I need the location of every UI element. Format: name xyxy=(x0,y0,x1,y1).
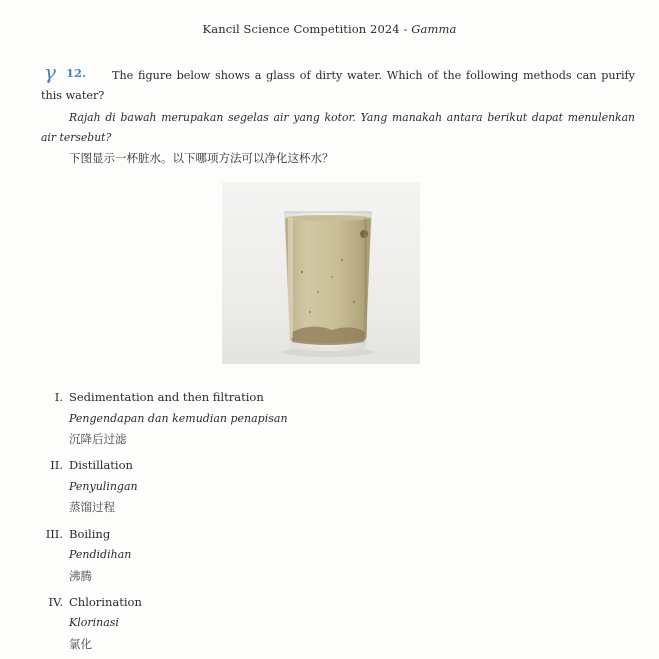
option-number: II. xyxy=(50,458,63,472)
competition-level: Gamma xyxy=(411,22,457,36)
option-number: I. xyxy=(54,390,63,404)
level-mark: γ xyxy=(44,60,56,84)
option-malay: Pendidihan xyxy=(69,548,132,561)
option-english: Distillation xyxy=(69,458,133,472)
option-english: Chlorination xyxy=(69,595,142,609)
question-stem-malay: Rajah di bawah merupakan segelas air yang kotor. Yang manakah antara berikut dapat menulenkan air tersebut? xyxy=(41,111,635,144)
option-english: Boiling xyxy=(69,527,111,541)
option-chinese: 沉降后过滤 xyxy=(69,432,127,446)
option-chinese: 氯化 xyxy=(69,637,92,651)
option-number: IV. xyxy=(48,595,63,609)
option-malay: Klorinasi xyxy=(69,616,119,629)
option-number: III. xyxy=(45,527,63,541)
question-stem-english: The figure below shows a glass of dirty water. Which of the following methods can purify this water? xyxy=(41,69,635,102)
option-malay: Pengendapan dan kemudian penapisan xyxy=(69,412,288,425)
question-number: 12. xyxy=(66,66,87,80)
option-english: Sedimentation and then filtration xyxy=(69,390,264,404)
option-chinese: 沸腾 xyxy=(69,569,92,583)
dirty-water-glass-photo xyxy=(222,182,420,364)
question-stem-chinese: 下图显示一杯脏水。以下哪项方法可以净化这杯水？ xyxy=(69,151,334,165)
page-header xyxy=(0,22,659,36)
option-malay: Penyulingan xyxy=(69,480,138,493)
option-chinese: 蒸馏过程 xyxy=(69,500,115,514)
competition-title: Kancil Science Competition 2024 - xyxy=(202,22,408,36)
